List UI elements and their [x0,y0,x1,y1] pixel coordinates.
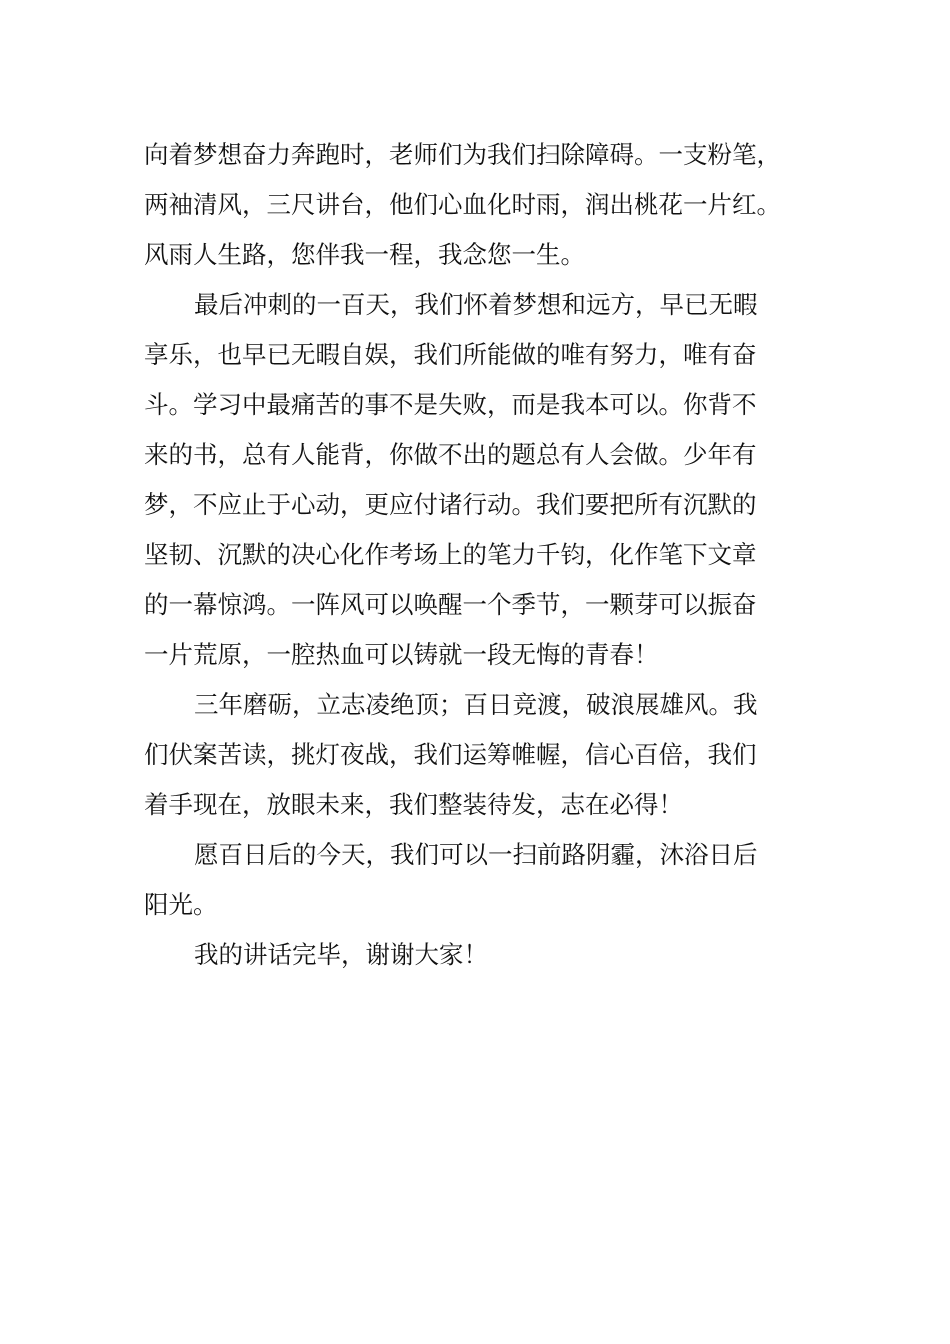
paragraph-first-line: 愿百日后的今天，我们可以一扫前路阴霾，沐浴日后 [194,840,758,869]
text-line: 的一幕惊鸿。一阵风可以唤醒一个季节，一颗芽可以振奋 [144,590,757,619]
closing-line: 我的讲话完毕，谢谢大家！ [194,940,488,969]
text-line: 着手现在，放眼未来，我们整装待发，志在必得！ [144,790,683,819]
text-line: 两袖清风，三尺讲台，他们心血化时雨，润出桃花一片红。 [144,190,781,219]
paragraph-first-line: 三年磨砺，立志凌绝顶；百日竞渡，破浪展雄风。我 [194,690,758,719]
text-line: 阳光。 [144,890,218,919]
text-line: 梦，不应止于心动，更应付诸行动。我们要把所有沉默的 [144,490,757,519]
text-line: 一片荒原，一腔热血可以铸就一段无悔的青春！ [144,640,659,669]
text-line: 斗。学习中最痛苦的事不是失败，而是我本可以。你背不 [144,390,757,419]
paragraph-first-line: 最后冲刺的一百天，我们怀着梦想和远方，早已无暇 [194,290,758,319]
text-line: 们伏案苦读，挑灯夜战，我们运筹帷幄，信心百倍，我们 [144,740,757,769]
text-line: 风雨人生路，您伴我一程，我念您一生。 [144,240,585,269]
text-line: 坚韧、沉默的决心化作考场上的笔力千钧，化作笔下文章 [144,540,757,569]
text-line: 来的书，总有人能背，你做不出的题总有人会做。少年有 [144,440,757,469]
text-line: 享乐，也早已无暇自娱，我们所能做的唯有努力，唯有奋 [144,340,757,369]
speech-body-text [144,130,814,980]
text-line: 向着梦想奋力奔跑时，老师们为我们扫除障碍。一支粉笔， [144,140,781,169]
